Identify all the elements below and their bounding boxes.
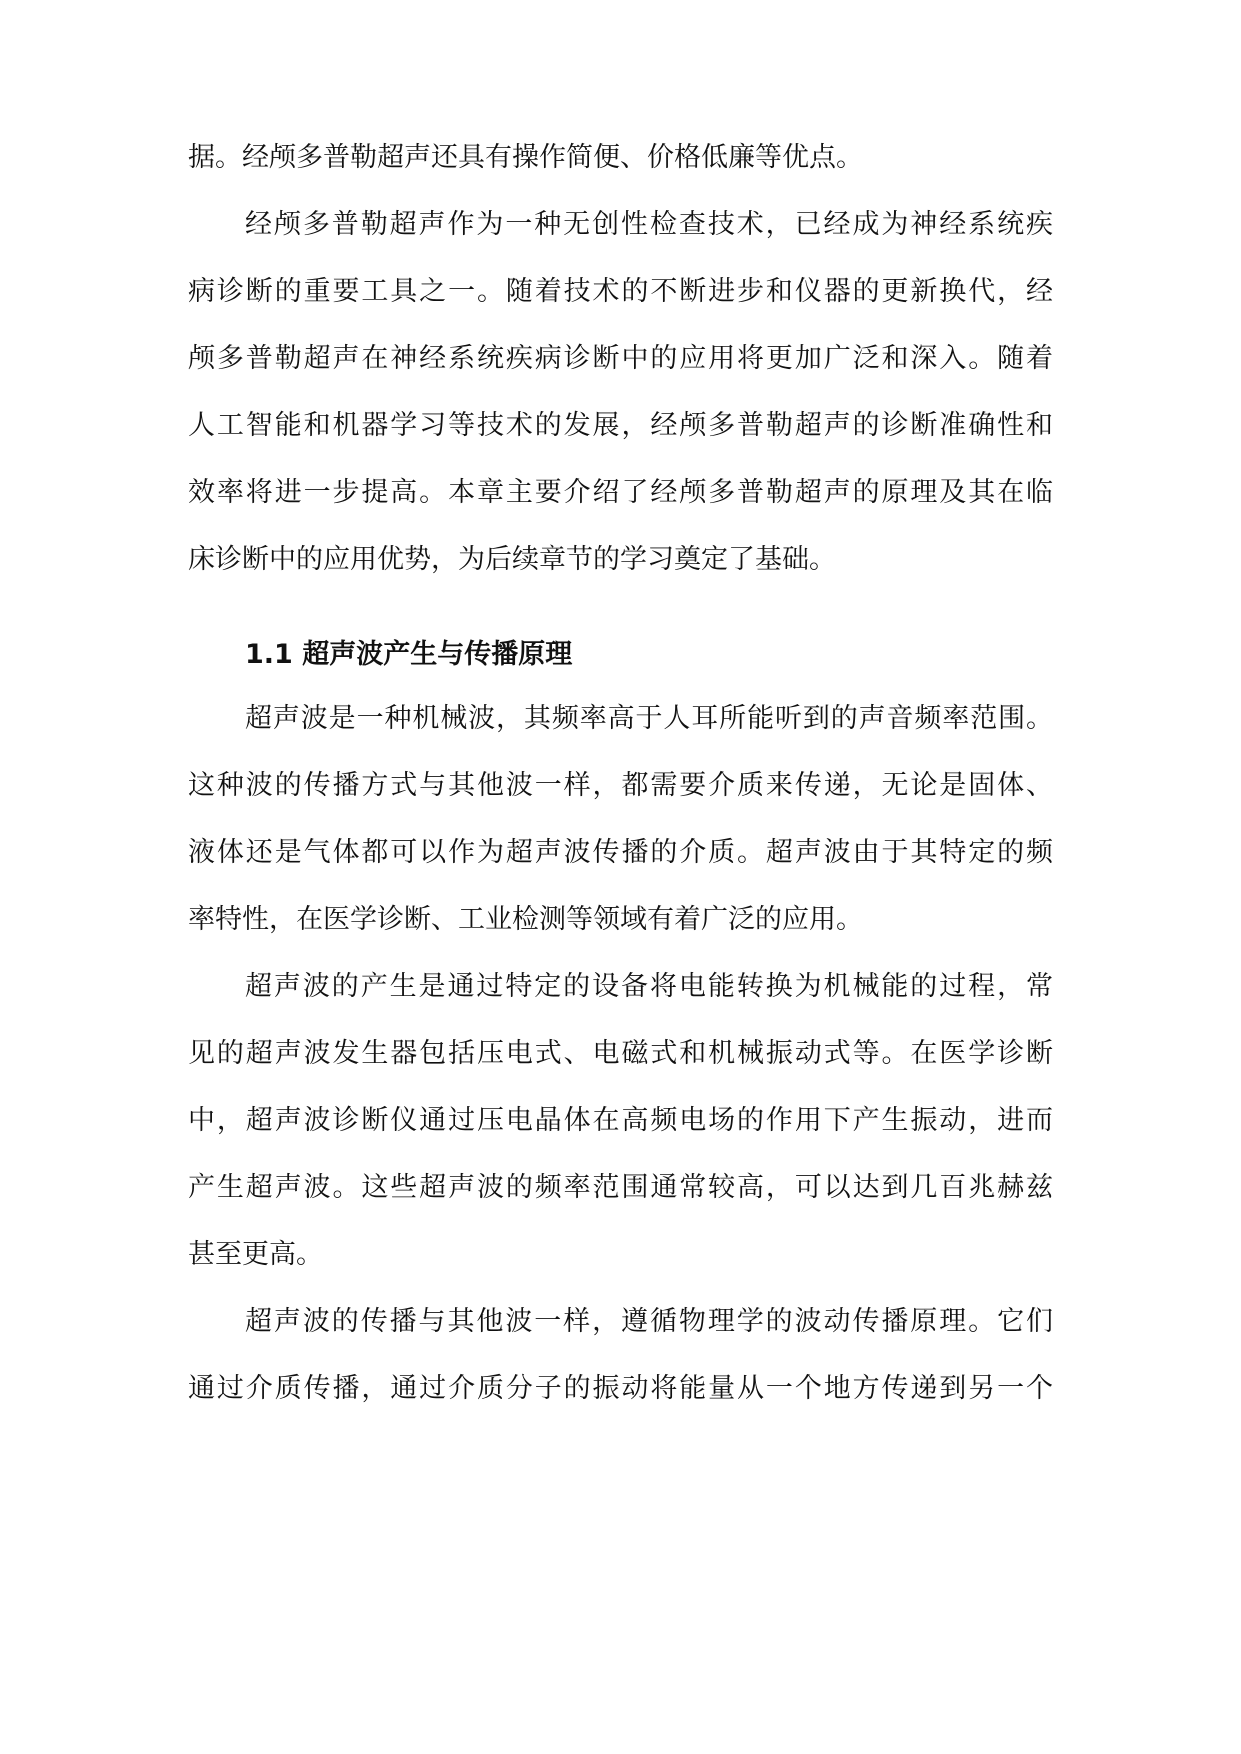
- paragraph-line: 据。经颅多普勒超声还具有操作简便、价格低廉等优点。: [188, 142, 863, 173]
- paragraph-line: 中，超声波诊断仪通过压电晶体在高频电场的作用下产生振动，进而: [188, 1105, 1053, 1136]
- paragraph-line: 病诊断的重要工具之一。随着技术的不断进步和仪器的更新换代，经: [188, 276, 1053, 307]
- paragraph-line: 产生超声波。这些超声波的频率范围通常较高，可以达到几百兆赫兹: [188, 1172, 1053, 1203]
- paragraph-line: 液体还是气体都可以作为超声波传播的介质。超声波由于其特定的频: [188, 837, 1053, 868]
- paragraph-line: 超声波的传播与其他波一样，遵循物理学的波动传播原理。它们: [245, 1306, 1053, 1337]
- paragraph-line: 这种波的传播方式与其他波一样，都需要介质来传递，无论是固体、: [188, 770, 1053, 801]
- paragraph-line: 超声波的产生是通过特定的设备将电能转换为机械能的过程，常: [245, 971, 1053, 1002]
- paragraph-line: 效率将进一步提高。本章主要介绍了经颅多普勒超声的原理及其在临: [188, 477, 1053, 508]
- paragraph-line: 见的超声波发生器包括压电式、电磁式和机械振动式等。在医学诊断: [188, 1038, 1053, 1069]
- paragraph-line: 率特性，在医学诊断、工业检测等领域有着广泛的应用。: [188, 904, 863, 935]
- paragraph-line: 通过介质传播，通过介质分子的振动将能量从一个地方传递到另一个: [188, 1373, 1053, 1404]
- paragraph-line: 经颅多普勒超声作为一种无创性检查技术，已经成为神经系统疾: [245, 209, 1053, 240]
- paragraph-line: 超声波是一种机械波，其频率高于人耳所能听到的声音频率范围。: [245, 703, 1053, 734]
- paragraph-line: 颅多普勒超声在神经系统疾病诊断中的应用将更加广泛和深入。随着: [188, 343, 1053, 374]
- paragraph-line: 人工智能和机器学习等技术的发展，经颅多普勒超声的诊断准确性和: [188, 410, 1053, 441]
- paragraph-line: 甚至更高。: [188, 1239, 323, 1270]
- section-heading: 1.1 超声波产生与传播原理: [245, 639, 573, 670]
- paragraph-line: 床诊断中的应用优势，为后续章节的学习奠定了基础。: [188, 544, 836, 575]
